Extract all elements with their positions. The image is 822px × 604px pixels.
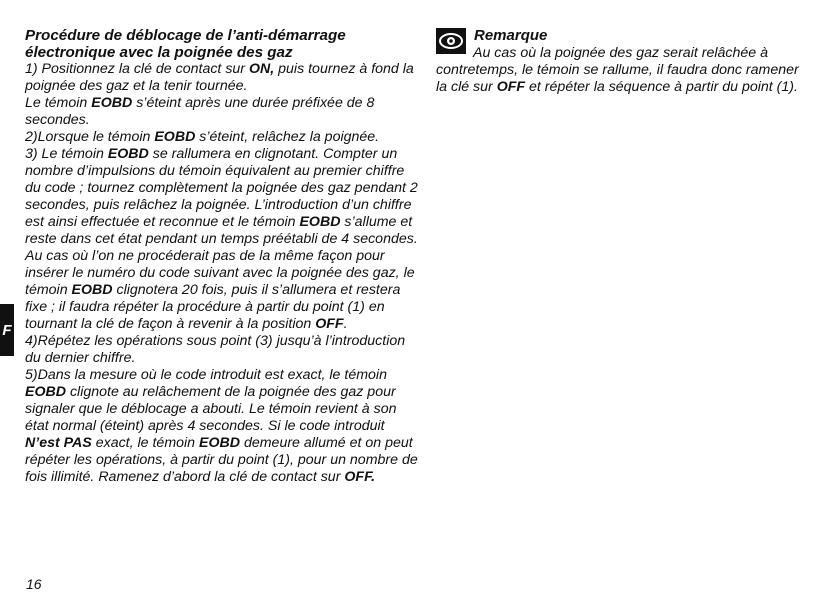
bold-term: EOBD: [154, 129, 196, 145]
bold-term: OFF: [496, 79, 526, 95]
main-column: [25, 27, 420, 486]
bold-term: OFF.: [344, 469, 376, 485]
language-tab: F: [0, 304, 14, 356]
bold-term: N’est PAS: [25, 435, 92, 451]
procedure-heading: Procédure de déblocage de l’anti-démarrage électronique avec la poignée des gaz: [25, 27, 346, 61]
note-column: [436, 27, 806, 96]
text-run: Au cas où la poignée des gaz serait relâchée à contretemps, le témoin se rallume, il faudra donc ramener la clé sur: [436, 45, 799, 95]
bold-term: EOBD: [199, 435, 241, 451]
text-run: clignote au relâchement de la poignée des gaz pour signaler que le déblocage a abouti. Le témoin revient à son état normal (éteint) après 4 secondes. Si le code introduit: [25, 384, 397, 434]
note-title: Remarque: [474, 27, 548, 44]
text-run: se rallumera en clignotant. Compter un nombre d’impulsions du témoin équivalent au premier chiffre du code ; tournez complètement la poignée des gaz pendant 2 secondes, puis relâchez la poignée. L’introduction d’un chiffre est ainsi effectuée et reconnue et le témoin: [25, 146, 418, 230]
text-run: s’allume et reste dans cet état pendant un temps préétabli de 4 secondes. Au cas où l’on ne procéderait pas de la même façon pour insérer le numéro du code suivant avec la poignée des gaz, le témoin: [25, 214, 418, 298]
note-text: [436, 45, 806, 96]
text-run: 3) Le témoin: [25, 146, 108, 162]
text-run: Le témoin: [25, 95, 92, 111]
step-4: [25, 333, 420, 367]
step-1: [25, 61, 420, 95]
text-run: s’éteint après une durée préfixée de 8 secondes.: [25, 95, 375, 128]
bold-term: EOBD: [71, 282, 113, 298]
bold-term: ON,: [248, 61, 275, 77]
text-run: clignotera 20 fois, puis il s’allumera et restera fixe ; il faudra répéter la procédure à partir du point (1) en tournant la clé de façon à revenir à la position: [25, 282, 401, 332]
bold-term: OFF: [315, 316, 344, 332]
text-run: 5)Dans la mesure où le code introduit est exact, le témoin: [25, 367, 387, 383]
step-3: [25, 146, 420, 333]
bold-term: EOBD: [107, 146, 149, 162]
text-run: 4)Répétez les opérations sous point (3) jusqu’à l’introduction du dernier chiffre.: [25, 333, 406, 366]
text-run: s’éteint, relâchez la poignée.: [195, 129, 380, 145]
text-run: et répéter la séquence à partir du point (1).: [525, 79, 798, 95]
bold-term: EOBD: [25, 384, 66, 400]
step-2: [25, 129, 420, 146]
text-run: 1) Positionnez la clé de contact sur: [25, 61, 249, 77]
text-run: .: [343, 316, 348, 332]
step-5: [25, 367, 420, 486]
text-run: puis tournez à fond la poignée des gaz et la tenir tournée.: [25, 61, 414, 94]
text-run: 2)Lorsque le témoin: [25, 129, 155, 145]
bold-term: EOBD: [299, 214, 341, 230]
bold-term: EOBD: [91, 95, 133, 111]
step-1-result: [25, 95, 420, 129]
eye-icon: [436, 28, 466, 54]
text-run: exact, le témoin: [91, 435, 200, 451]
page-number: 16: [26, 576, 42, 592]
text-run: demeure allumé et on peut répéter les opérations, à partir du point (1), pour un nombre de fois illimité. Ramenez d’abord la clé de contact sur: [25, 435, 418, 485]
